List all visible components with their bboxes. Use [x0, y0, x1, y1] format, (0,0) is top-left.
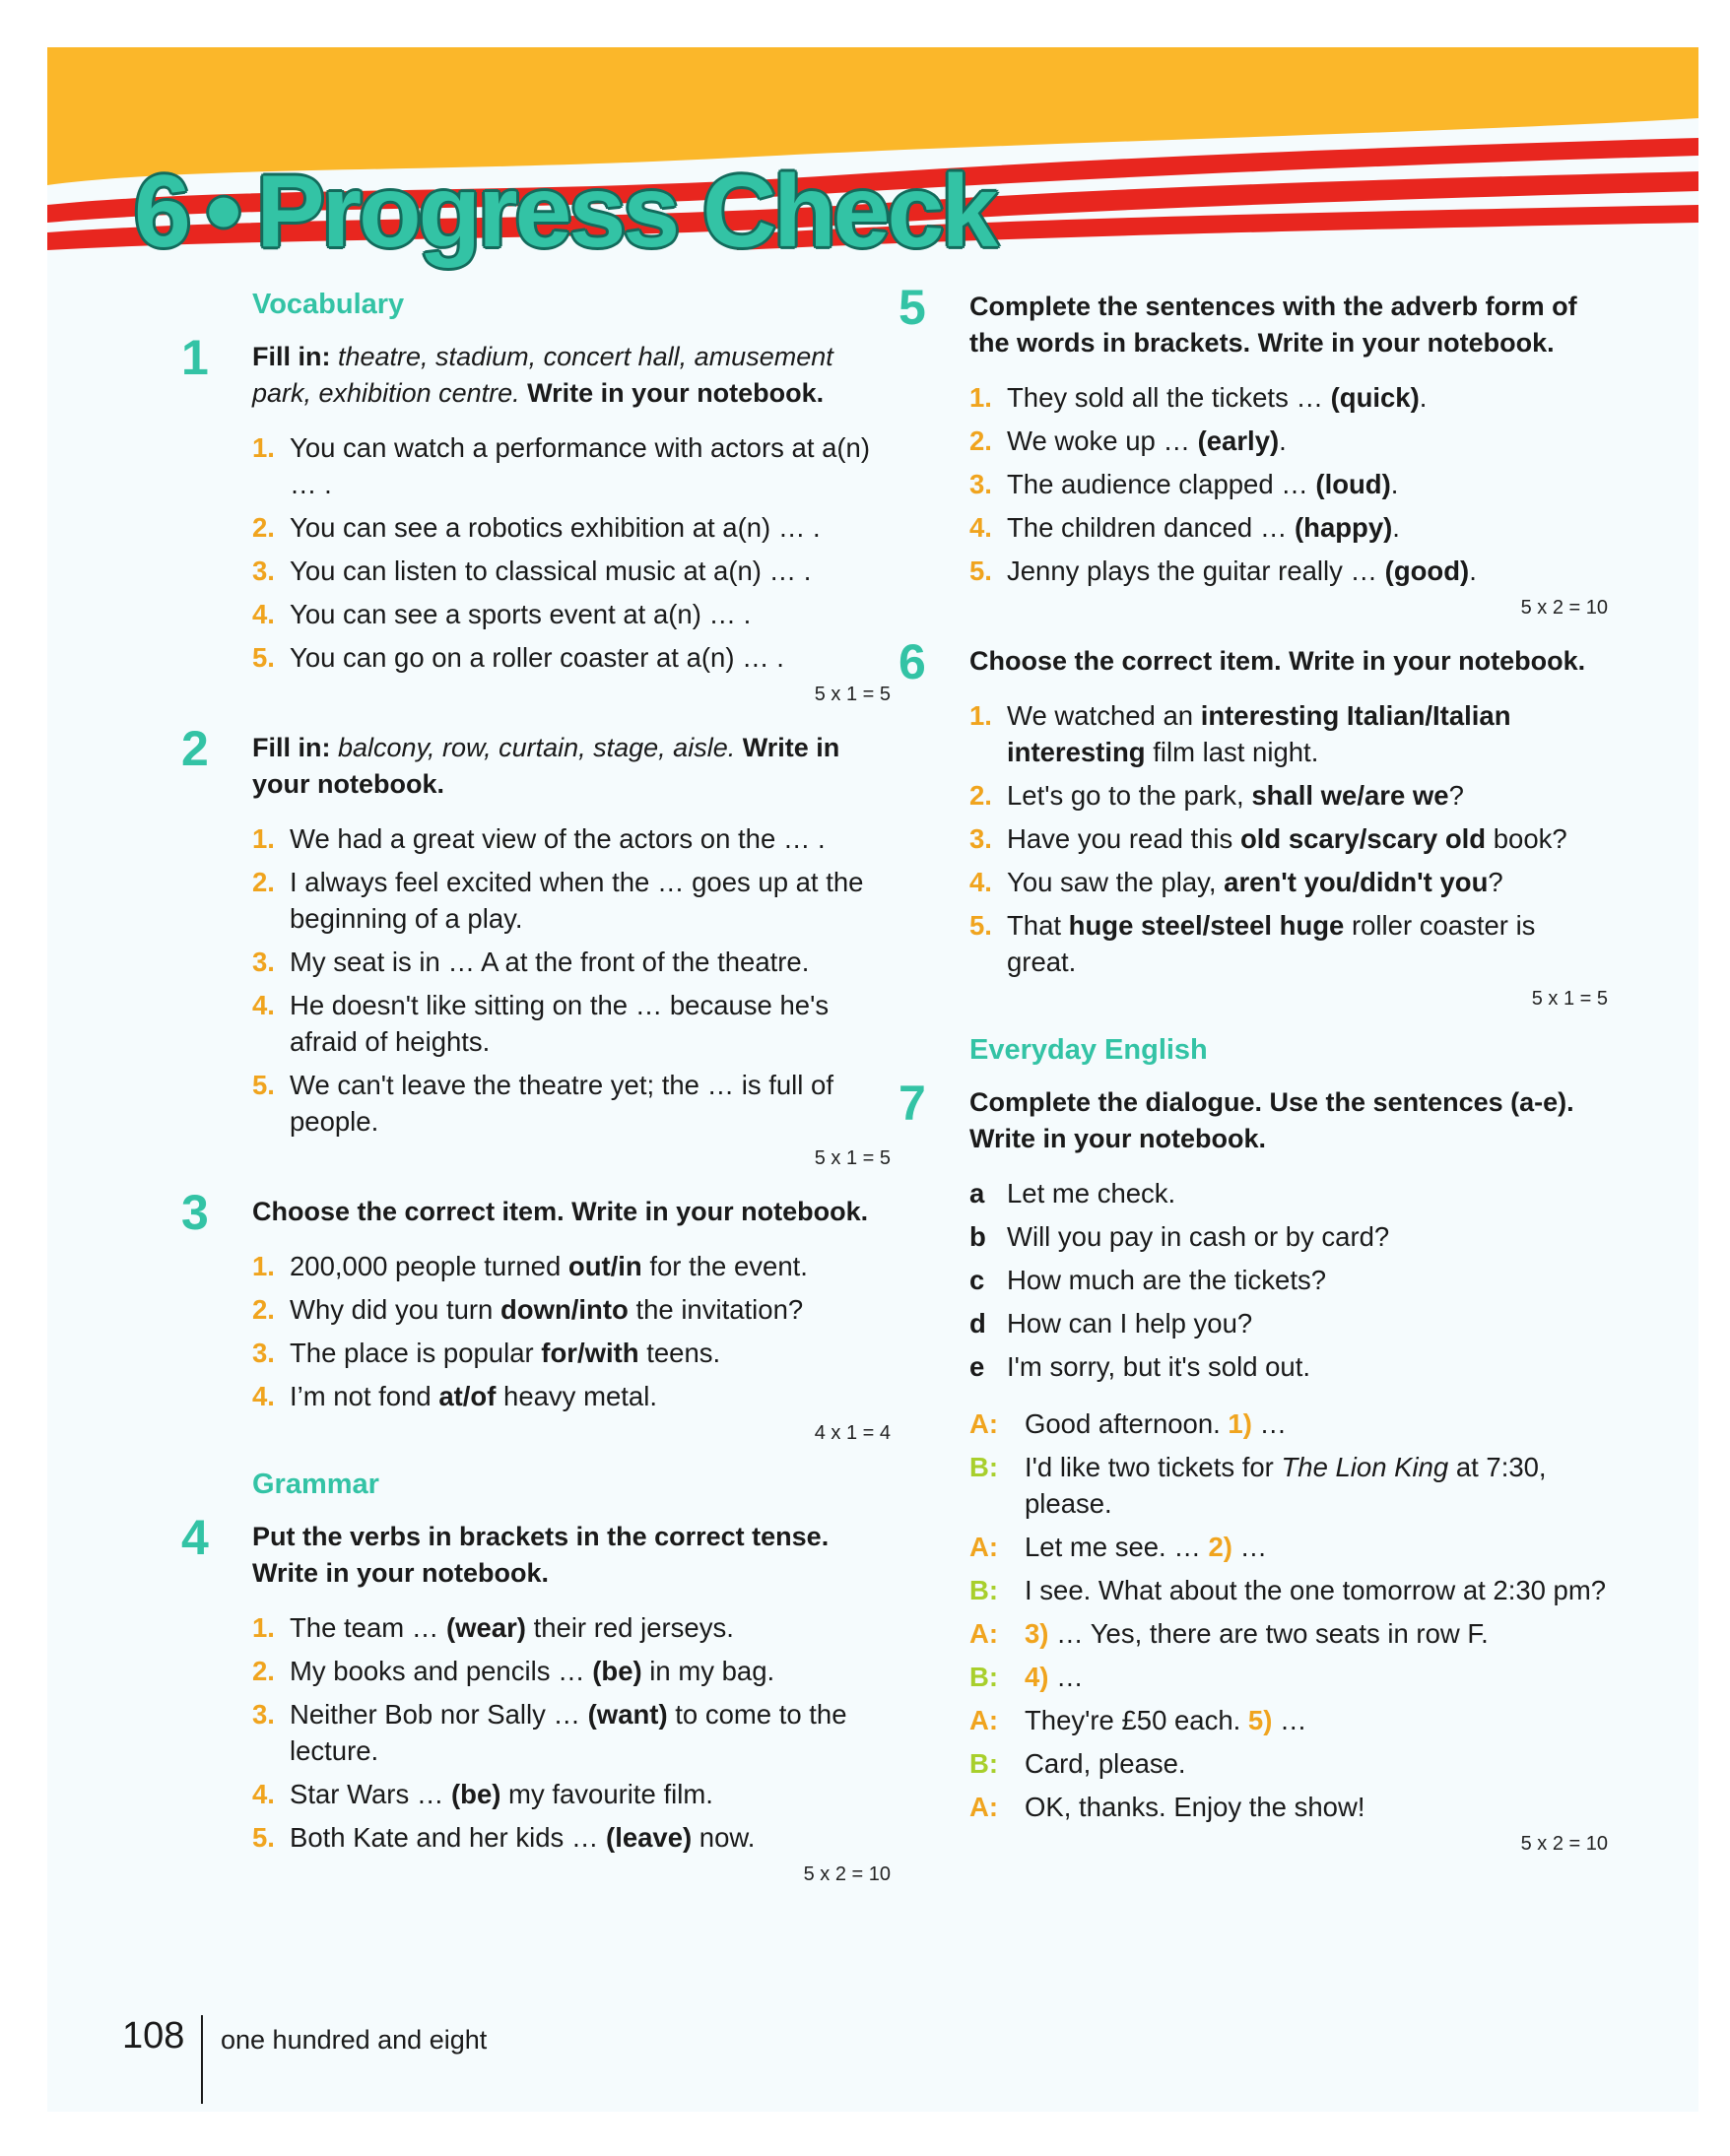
word-list: theatre, stadium, concert hall, amusement park, exhibition centre.	[252, 342, 833, 408]
item-text: He doesn't like sitting on the … because he's afraid of heights.	[290, 990, 830, 1057]
option-list	[969, 1175, 1608, 1385]
speaker-label: A:	[969, 1705, 999, 1735]
item-text-end: book?	[1486, 823, 1567, 854]
exercise-5	[898, 280, 1608, 620]
list-item	[252, 864, 891, 937]
item-choice: aren't you/didn't you	[1224, 867, 1489, 897]
item-number: 1.	[252, 1251, 275, 1281]
item-number: 4.	[969, 867, 992, 897]
item-number: 4.	[252, 990, 275, 1020]
item-number: 4.	[252, 599, 275, 629]
item-number: 1.	[969, 382, 992, 413]
exercise-instruction	[252, 730, 891, 803]
left-column	[181, 289, 891, 1910]
item-number: 1.	[252, 432, 275, 463]
item-text-end: my favourite film.	[500, 1779, 713, 1809]
line-text-end: …	[1048, 1662, 1084, 1692]
item-text: My books and pencils …	[290, 1656, 593, 1686]
section-heading-vocabulary: Vocabulary	[252, 289, 405, 320]
item-text-end: .	[1390, 469, 1399, 499]
show-title: The Lion King	[1281, 1452, 1449, 1482]
item-verb: (leave)	[606, 1822, 693, 1853]
line-text-end: …	[1272, 1705, 1307, 1735]
list-item	[969, 864, 1608, 900]
item-text-end: now.	[692, 1822, 756, 1853]
option-text: Will you pay in cash or by card?	[1007, 1221, 1390, 1252]
item-text: We can't leave the theatre yet; the … is full of people.	[290, 1070, 833, 1137]
item-number: 2.	[969, 425, 992, 456]
dialogue-line	[969, 1449, 1608, 1522]
footer-divider	[201, 2015, 203, 2104]
item-text: You can go on a roller coaster at a(n) … .	[290, 642, 784, 673]
item-number: 3.	[969, 823, 992, 854]
list-item	[252, 1291, 891, 1328]
item-number: 5.	[252, 1070, 275, 1100]
exercise-number: 3	[181, 1185, 209, 1240]
item-choice: huge steel/steel huge	[1068, 910, 1345, 941]
item-word: (good)	[1384, 555, 1470, 586]
list-item	[969, 423, 1608, 459]
item-text-end: heavy metal.	[496, 1381, 657, 1411]
line-text-end: … Yes, there are two seats in row F.	[1048, 1618, 1489, 1649]
list-item	[969, 907, 1608, 980]
list-item	[969, 1218, 1608, 1255]
dialogue-line	[969, 1615, 1608, 1652]
item-choice: down/into	[499, 1294, 629, 1325]
score: 5 x 1 = 5	[814, 1147, 891, 1169]
item-number: 3.	[252, 555, 275, 586]
item-verb: (want)	[587, 1699, 668, 1730]
list-item	[252, 1819, 891, 1856]
item-number: 5.	[969, 555, 992, 586]
exercise-instruction: Complete the sentences with the adverb form of the words in brackets. Write in your notebook.	[969, 292, 1577, 358]
item-number: 3.	[969, 469, 992, 499]
list-item	[252, 987, 891, 1060]
item-text-end: for the event.	[641, 1251, 808, 1281]
item-number: 4.	[252, 1779, 275, 1809]
exercise-number: 2	[181, 721, 209, 776]
item-number: 5.	[969, 910, 992, 941]
line-text: Let me see. …	[1025, 1532, 1209, 1562]
item-text: Neither Bob nor Sally …	[290, 1699, 588, 1730]
dialogue-line	[969, 1572, 1608, 1608]
item-choice: interesting Italian/Italian interesting	[1007, 700, 1511, 767]
exercise-instruction	[252, 339, 891, 412]
list-item	[252, 1335, 891, 1371]
title-text: Progress Check	[256, 155, 996, 269]
exercise-6	[898, 634, 1608, 1011]
item-number: 3.	[252, 1699, 275, 1730]
list-item	[969, 820, 1608, 857]
exercise-number: 4	[181, 1510, 209, 1565]
option-text: I'm sorry, but it's sold out.	[1007, 1351, 1311, 1382]
item-word: (early)	[1197, 425, 1280, 456]
gap-number: 4)	[1025, 1662, 1049, 1692]
list-item	[969, 509, 1608, 546]
item-choice: for/with	[541, 1338, 639, 1368]
item-text: Let's go to the park,	[1007, 780, 1252, 811]
title-separator: •	[205, 155, 239, 269]
list-item	[969, 1262, 1608, 1298]
line-text: Card, please.	[1025, 1748, 1186, 1779]
item-text-end: ?	[1488, 867, 1503, 897]
item-text: We had a great view of the actors on the … .	[290, 823, 826, 854]
item-number: 2.	[252, 1294, 275, 1325]
exercise-number: 1	[181, 330, 209, 385]
word-list: balcony, row, curtain, stage, aisle.	[338, 733, 736, 762]
item-text-end: film last night.	[1145, 737, 1319, 767]
item-text-end: teens.	[638, 1338, 721, 1368]
item-number: 1.	[969, 700, 992, 731]
item-text-end: ?	[1448, 780, 1464, 811]
item-text: They sold all the tickets …	[1007, 382, 1331, 413]
item-number: 2.	[252, 1656, 275, 1686]
item-number: 1.	[252, 823, 275, 854]
list-item	[252, 1776, 891, 1812]
score: 5 x 1 = 5	[814, 684, 891, 705]
item-number: 2.	[252, 867, 275, 897]
item-text-end: their red jerseys.	[525, 1612, 734, 1643]
exercise-1	[181, 330, 891, 706]
item-verb: (wear)	[445, 1612, 526, 1643]
item-number: 4.	[969, 512, 992, 543]
item-text-end: .	[1279, 425, 1287, 456]
item-number: 3.	[252, 947, 275, 977]
exercise-3	[181, 1185, 891, 1445]
item-text-end: .	[1392, 512, 1400, 543]
list-item	[252, 553, 891, 589]
section-heading-grammar: Grammar	[252, 1469, 379, 1500]
dialogue	[969, 1405, 1608, 1825]
list-item	[252, 1696, 891, 1769]
item-text-end: .	[1469, 555, 1477, 586]
item-text: We woke up …	[1007, 425, 1198, 456]
exercise-number: 5	[898, 280, 926, 335]
item-list	[252, 820, 891, 1140]
item-text: The audience clapped …	[1007, 469, 1316, 499]
list-item	[252, 429, 891, 502]
item-number: 5.	[252, 642, 275, 673]
score: 5 x 2 = 10	[803, 1863, 891, 1885]
item-list	[969, 697, 1608, 980]
item-word: (happy)	[1294, 512, 1393, 543]
item-choice: shall we/are we	[1251, 780, 1449, 811]
item-text: Star Wars …	[290, 1779, 451, 1809]
option-letter: d	[969, 1308, 986, 1339]
dialogue-line	[969, 1789, 1608, 1825]
gap-number: 2)	[1208, 1532, 1232, 1562]
item-word: (loud)	[1315, 469, 1391, 499]
item-text: The team …	[290, 1612, 446, 1643]
exercise-instruction: Choose the correct item. Write in your notebook.	[252, 1197, 869, 1226]
line-text-end: at 7:30, please.	[1025, 1452, 1547, 1519]
item-text: I’m not fond	[290, 1381, 439, 1411]
unit-number: 6	[134, 155, 188, 269]
gap-number: 5)	[1247, 1705, 1273, 1735]
list-item	[252, 1378, 891, 1414]
line-text-end: …	[1231, 1532, 1268, 1562]
item-text-end: .	[1419, 382, 1428, 413]
list-item	[969, 1348, 1608, 1385]
item-text: The place is popular	[290, 1338, 542, 1368]
option-text: How much are the tickets?	[1007, 1265, 1327, 1295]
speaker-label: B:	[969, 1748, 999, 1779]
speaker-label: B:	[969, 1452, 999, 1482]
line-text: OK, thanks. Enjoy the show!	[1025, 1792, 1365, 1822]
item-number: 5.	[252, 1822, 275, 1853]
dialogue-line	[969, 1702, 1608, 1738]
list-item	[252, 1248, 891, 1284]
item-text: That	[1007, 910, 1069, 941]
list-item	[252, 1653, 891, 1689]
line-text: I see. What about the one tomorrow at 2:30 pm?	[1025, 1575, 1607, 1605]
item-list	[252, 1609, 891, 1856]
list-item	[252, 1067, 891, 1140]
list-item	[252, 596, 891, 632]
list-item	[252, 1609, 891, 1646]
option-letter: a	[969, 1178, 985, 1209]
item-choice: out/in	[567, 1251, 642, 1281]
exercise-instruction: Complete the dialogue. Use the sentences (a-e). Write in your notebook.	[969, 1087, 1574, 1153]
exercise-number: 7	[898, 1076, 926, 1131]
list-item	[252, 509, 891, 546]
item-verb: (be)	[451, 1779, 501, 1809]
dialogue-line	[969, 1405, 1608, 1442]
list-item	[969, 697, 1608, 770]
list-item	[969, 466, 1608, 502]
item-text: You can watch a performance with actors at a(n) … .	[290, 432, 871, 499]
item-choice: old scary/scary old	[1239, 823, 1487, 854]
item-text: My seat is in … A at the front of the theatre.	[290, 947, 810, 977]
gap-number: 3)	[1025, 1618, 1049, 1649]
instruction-lead: Fill in:	[252, 342, 331, 371]
item-text: I always feel excited when the … goes up at the beginning of a play.	[290, 867, 864, 934]
item-text-end: to come to the lecture.	[290, 1699, 847, 1766]
list-item	[969, 1305, 1608, 1341]
exercise-4	[181, 1510, 891, 1886]
option-letter: b	[969, 1221, 986, 1252]
item-number: 4.	[252, 1381, 275, 1411]
speaker-label: A:	[969, 1792, 999, 1822]
page-title	[134, 154, 995, 271]
option-text: Let me check.	[1007, 1178, 1176, 1209]
item-text-end: in my bag.	[641, 1656, 775, 1686]
dialogue-line	[969, 1745, 1608, 1782]
item-text-end: the invitation?	[628, 1294, 804, 1325]
item-list	[252, 429, 891, 676]
item-text: 200,000 people turned	[290, 1251, 568, 1281]
item-text: Have you read this	[1007, 823, 1240, 854]
item-choice: at/of	[438, 1381, 497, 1411]
option-letter: e	[969, 1351, 985, 1382]
score: 5 x 2 = 10	[1520, 1833, 1608, 1855]
item-number: 3.	[252, 1338, 275, 1368]
page	[47, 47, 1698, 2112]
gap-number: 1)	[1228, 1408, 1252, 1439]
speaker-label: A:	[969, 1408, 999, 1439]
item-text: Why did you turn	[290, 1294, 500, 1325]
option-text: How can I help you?	[1007, 1308, 1253, 1339]
right-column	[898, 280, 1608, 1879]
list-item	[252, 639, 891, 676]
item-number: 1.	[252, 1612, 275, 1643]
instruction-tail: Write in your notebook.	[252, 733, 840, 799]
exercise-instruction: Choose the correct item. Write in your notebook.	[969, 646, 1586, 676]
item-number: 2.	[969, 780, 992, 811]
item-text: Both Kate and her kids …	[290, 1822, 607, 1853]
instruction-lead: Fill in:	[252, 733, 331, 762]
line-text: Good afternoon.	[1025, 1408, 1229, 1439]
item-list	[252, 1248, 891, 1414]
item-word: (quick)	[1330, 382, 1420, 413]
list-item	[252, 944, 891, 980]
item-text: You can listen to classical music at a(n) … .	[290, 555, 812, 586]
item-text: You can see a robotics exhibition at a(n) … .	[290, 512, 821, 543]
item-text: The children danced …	[1007, 512, 1295, 543]
exercise-number: 6	[898, 634, 926, 689]
list-item	[969, 1175, 1608, 1211]
list-item	[969, 379, 1608, 416]
speaker-label: A:	[969, 1618, 999, 1649]
speaker-label: B:	[969, 1662, 999, 1692]
exercise-7	[898, 1076, 1608, 1856]
item-verb: (be)	[592, 1656, 642, 1686]
dialogue-line	[969, 1659, 1608, 1695]
option-letter: c	[969, 1265, 985, 1295]
speaker-label: A:	[969, 1532, 999, 1562]
dialogue-line	[969, 1529, 1608, 1565]
score: 5 x 1 = 5	[1531, 988, 1608, 1010]
score: 4 x 1 = 4	[814, 1422, 891, 1444]
speaker-label: B:	[969, 1575, 999, 1605]
exercise-instruction: Put the verbs in brackets in the correct tense. Write in your notebook.	[252, 1522, 830, 1588]
line-text-end: …	[1251, 1408, 1287, 1439]
item-list	[969, 379, 1608, 589]
score: 5 x 2 = 10	[1520, 597, 1608, 619]
list-item	[969, 777, 1608, 814]
section-heading-everyday-english: Everyday English	[969, 1034, 1208, 1066]
item-text: You saw the play,	[1007, 867, 1225, 897]
line-text: They're £50 each.	[1025, 1705, 1248, 1735]
page-number-words: one hundred and eight	[221, 2025, 488, 2055]
item-text-end: roller coaster is great.	[1007, 910, 1536, 977]
exercise-2	[181, 721, 891, 1170]
list-item	[969, 553, 1608, 589]
list-item	[252, 820, 891, 857]
item-text: Jenny plays the guitar really …	[1007, 555, 1385, 586]
item-text: We watched an	[1007, 700, 1201, 731]
instruction-tail: Write in your notebook.	[527, 378, 825, 408]
line-text: I'd like two tickets for	[1025, 1452, 1282, 1482]
item-text: You can see a sports event at a(n) … .	[290, 599, 752, 629]
item-number: 2.	[252, 512, 275, 543]
page-number: 108	[122, 2015, 185, 2057]
